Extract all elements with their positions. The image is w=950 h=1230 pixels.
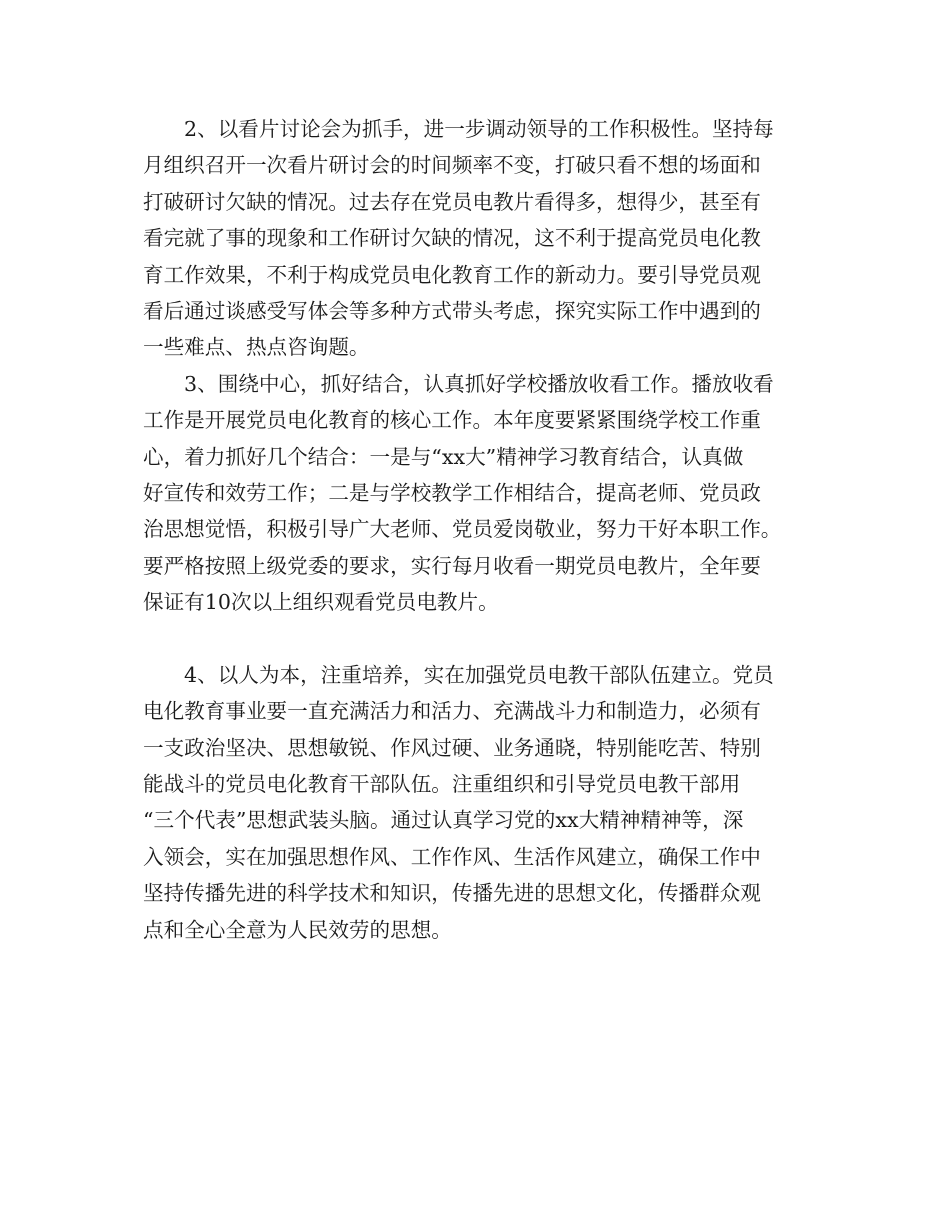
- text-line: 治思想觉悟，积极引导广大老师、党员爱岗敬业，努力干好本职工作。: [143, 517, 782, 542]
- text-line: 心，着力抓好几个结合：一是与“xx大”精神学习教育结合，认真做: [143, 444, 744, 469]
- text-line: 坚持传播先进的科学技术和知识，传播先进的思想文化，传播群众观: [143, 881, 761, 906]
- text-line: 能战斗的党员电化教育干部队伍。注重组织和引导党员电教干部用: [143, 772, 741, 797]
- paragraph-4: [143, 657, 811, 948]
- text-line: 看后通过谈感受写体会等多种方式带头考虑，探究实际工作中遇到的: [143, 298, 761, 323]
- text-line: 3、围绕中心，抓好结合，认真抓好学校播放收看工作。播放收看: [184, 371, 774, 396]
- text-line: “三个代表”思想武装头脑。通过认真学习党的xx大精神精神等，深: [143, 808, 744, 833]
- text-line: [143, 620, 811, 656]
- document-body: [143, 111, 811, 948]
- text-line: 保证有10次以上组织观看党员电教片。: [143, 590, 499, 615]
- text-line: 月组织召开一次看片研讨会的时间频率不变，打破只看不想的场面和: [143, 153, 761, 178]
- text-line: 点和全心全意为人民效劳的思想。: [143, 917, 452, 942]
- text-line: 2、以看片讨论会为抓手，进一步调动领导的工作积极性。坚持每: [184, 117, 774, 141]
- text-line: 看完就了事的现象和工作研讨欠缺的情况，这不利于提高党员电化教: [143, 226, 761, 251]
- text-line: 4、以人为本，注重培养，实在加强党员电教干部队伍建立。党员: [184, 662, 774, 687]
- text-line: 育工作效果，不利于构成党员电化教育工作的新动力。要引导党员观: [143, 262, 761, 287]
- text-line: 工作是开展党员电化教育的核心工作。本年度要紧紧围绕学校工作重: [143, 408, 761, 433]
- text-line: 一支政治坚决、思想敏锐、作风过硬、业务通晓，特别能吃苦、特别: [143, 735, 761, 760]
- text-line: 电化教育事业要一直充满活力和活力、充满战斗力和制造力，必须有: [143, 699, 761, 724]
- text-line: 一些难点、热点咨询题。: [143, 335, 370, 360]
- text-line: 入领会，实在加强思想作风、工作作风、生活作风建立，确保工作中: [143, 844, 761, 869]
- paragraph-3: [143, 366, 811, 657]
- text-line: 要严格按照上级党委的要求，实行每月收看一期党员电教片，全年要: [143, 553, 761, 578]
- text-line: 打破研讨欠缺的情况。过去存在党员电教片看得多，想得少，甚至有: [143, 189, 761, 214]
- text-line: 好宣传和效劳工作；二是与学校教学工作相结合，提高老师、党员政: [143, 480, 761, 505]
- paragraph-2: [143, 111, 811, 366]
